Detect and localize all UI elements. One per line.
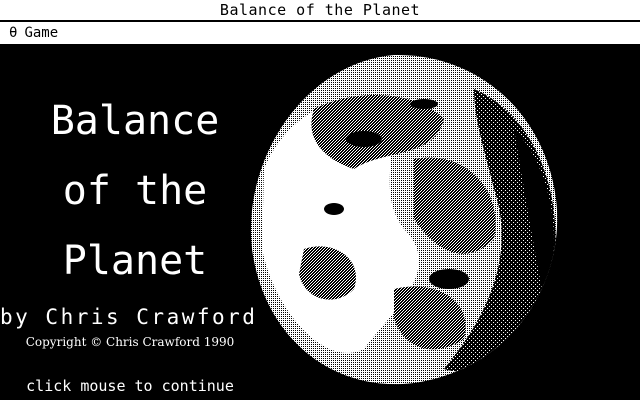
game-title-line-3: Planet: [62, 238, 208, 284]
copyright-notice: Copyright © Chris Crawford 1990: [25, 335, 235, 349]
theta-icon: θ: [9, 25, 18, 41]
menu-bar: [0, 22, 640, 44]
game-title-line-2: of the: [62, 168, 208, 214]
menu-item-label: Game: [24, 25, 59, 41]
menu-item-game[interactable]: [6, 24, 61, 42]
continue-prompt[interactable]: click mouse to continue: [26, 377, 234, 395]
author-credit: by Chris Crawford: [0, 305, 258, 329]
game-title: [10, 86, 260, 296]
earth-globe-image: [244, 49, 574, 389]
window-title-bar[interactable]: [0, 0, 640, 21]
game-title-line-1: Balance: [50, 98, 220, 144]
splash-screen[interactable]: [0, 44, 640, 400]
window-title: Balance of the Planet: [219, 1, 421, 19]
earth-globe-svg: [244, 49, 574, 389]
